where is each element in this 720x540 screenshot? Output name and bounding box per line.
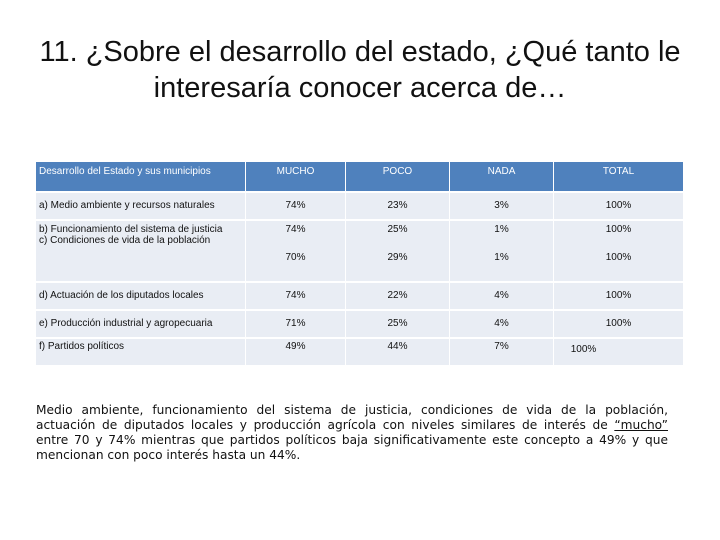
survey-table: [36, 160, 684, 367]
header-nada: NADA: [450, 162, 554, 191]
cell-mucho-merged: [246, 221, 346, 281]
cell-poco: 44%: [346, 339, 450, 365]
cell-mucho: 70%: [285, 252, 306, 263]
conclusion-text-2: entre 70 y 74% mientras que partidos políticos baja significativamente este concepto a 49% y que mencionan con poco interés hasta un 44%.: [36, 433, 668, 462]
cell-poco: 25%: [387, 224, 408, 235]
table-row: [36, 283, 684, 309]
slide-title: 11. ¿Sobre el desarrollo del estado, ¿Qué tanto le interesaría conocer acerca de…: [39, 36, 681, 104]
conclusion-underlined: “mucho”: [614, 418, 668, 432]
row-label: a) Medio ambiente y recursos naturales: [36, 193, 246, 219]
cell-nada-merged: [450, 221, 554, 281]
header-poco: POCO: [346, 162, 450, 191]
cell-nada: 3%: [450, 193, 554, 219]
cell-total: 100%: [554, 311, 684, 337]
cell-total-value: 100%: [570, 344, 597, 355]
cell-nada: 7%: [450, 339, 554, 365]
cell-poco: 23%: [346, 193, 450, 219]
cell-mucho: 74%: [285, 224, 306, 235]
row-label-b: b) Funcionamiento del sistema de justicia: [39, 224, 223, 235]
cell-nada: 1%: [494, 252, 509, 263]
header-mucho: MUCHO: [246, 162, 346, 191]
cell-mucho: 74%: [246, 193, 346, 219]
cell-mucho: 49%: [246, 339, 346, 365]
header-total: TOTAL: [554, 162, 684, 191]
table-header-row: [36, 162, 684, 191]
cell-total: [554, 339, 684, 365]
row-label-merged: [36, 221, 246, 281]
table-row: [36, 311, 684, 337]
cell-poco: 29%: [387, 252, 408, 263]
cell-poco: 25%: [346, 311, 450, 337]
cell-poco-merged: [346, 221, 450, 281]
cell-nada: 4%: [450, 311, 554, 337]
row-label: f) Partidos políticos: [36, 339, 246, 365]
cell-poco: 22%: [346, 283, 450, 309]
cell-total-merged: [554, 221, 684, 281]
row-label: e) Producción industrial y agropecuaria: [36, 311, 246, 337]
table-row: [36, 339, 684, 365]
row-label: d) Actuación de los diputados locales: [36, 283, 246, 309]
row-label-c: c) Condiciones de vida de la población: [39, 235, 211, 246]
cell-total: 100%: [554, 193, 684, 219]
table-row: [36, 221, 684, 281]
cell-mucho: 74%: [246, 283, 346, 309]
table-row: [36, 193, 684, 219]
conclusion-paragraph: [36, 403, 668, 463]
cell-nada: 1%: [494, 224, 509, 235]
conclusion-text-1: Medio ambiente, funcionamiento del sistema de justicia, condiciones de vida de la población, actuación de diputados locales y producción agrícola con niveles similares de interés de: [36, 403, 668, 432]
cell-mucho: 71%: [246, 311, 346, 337]
header-category: Desarrollo del Estado y sus municipios: [36, 162, 246, 191]
cell-total: 100%: [605, 224, 632, 235]
cell-total: 100%: [605, 252, 632, 263]
cell-nada: 4%: [450, 283, 554, 309]
cell-total: 100%: [554, 283, 684, 309]
